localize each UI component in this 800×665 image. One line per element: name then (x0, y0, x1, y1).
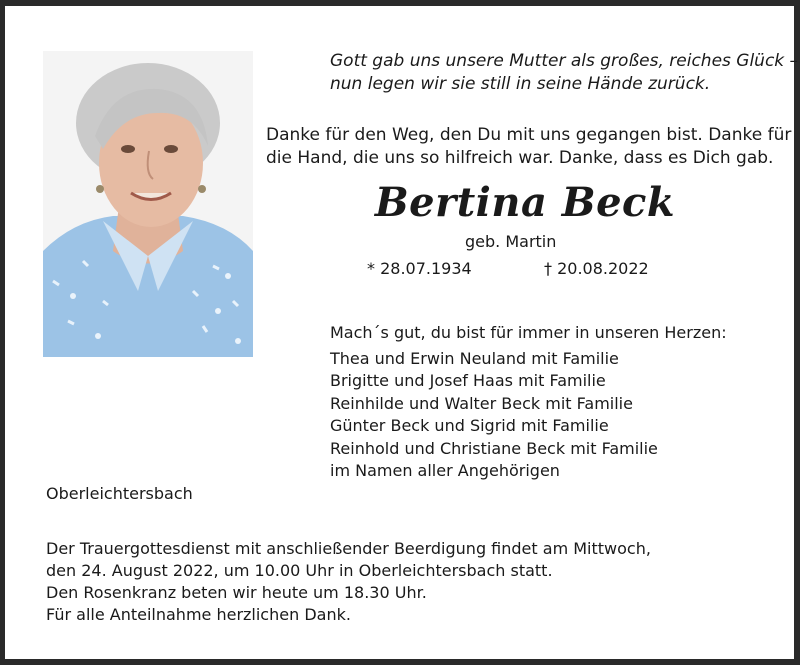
mourner-item: im Namen aller Angehörigen (330, 461, 560, 480)
mourner-item: Reinhilde und Walter Beck mit Familie (330, 393, 633, 413)
service-line: Der Trauergottesdienst mit anschließender Beerdigung findet am Mittwoch, (46, 539, 651, 558)
service-info (46, 538, 651, 626)
mourner-item: Reinhold und Christiane Beck mit Familie (330, 438, 658, 458)
thanks-line: Danke für den Weg, den Du mit uns gegangen bist. Danke für (266, 125, 792, 145)
mourner-item: Brigitte und Josef Haas mit Familie (330, 371, 606, 390)
death-date: † 20.08.2022 (544, 259, 649, 278)
mourner-item: Günter Beck und Sigrid mit Familie (330, 416, 609, 435)
verse-line: nun legen wir sie still in seine Hände zurück. (330, 74, 711, 94)
birth-name: geb. Martin (465, 232, 557, 251)
place-name: Oberleichtersbach (46, 484, 193, 503)
deceased-name: Bertina Beck (374, 179, 676, 226)
verse-line: Gott gab uns unsere Mutter als großes, reiches Glück – (330, 51, 799, 71)
service-line: Den Rosenkranz beten wir heute um 18.30 Uhr. (46, 583, 427, 602)
mourner-item: Thea und Erwin Neuland mit Familie (330, 348, 619, 368)
service-line: den 24. August 2022, um 10.00 Uhr in Oberleichtersbach statt. (46, 561, 553, 580)
thanks-text (266, 124, 791, 170)
verse (330, 50, 798, 96)
service-line: Für alle Anteilnahme herzlichen Dank. (46, 605, 351, 624)
mourners-intro: Mach´s gut, du bist für immer in unseren Herzen: (330, 323, 727, 342)
thanks-line: die Hand, die uns so hilfreich war. Danke, dass es Dich gab. (266, 148, 774, 168)
portrait-photo (43, 51, 253, 357)
mourners-list (330, 322, 727, 483)
birth-date: * 28.07.1934 (367, 259, 472, 278)
